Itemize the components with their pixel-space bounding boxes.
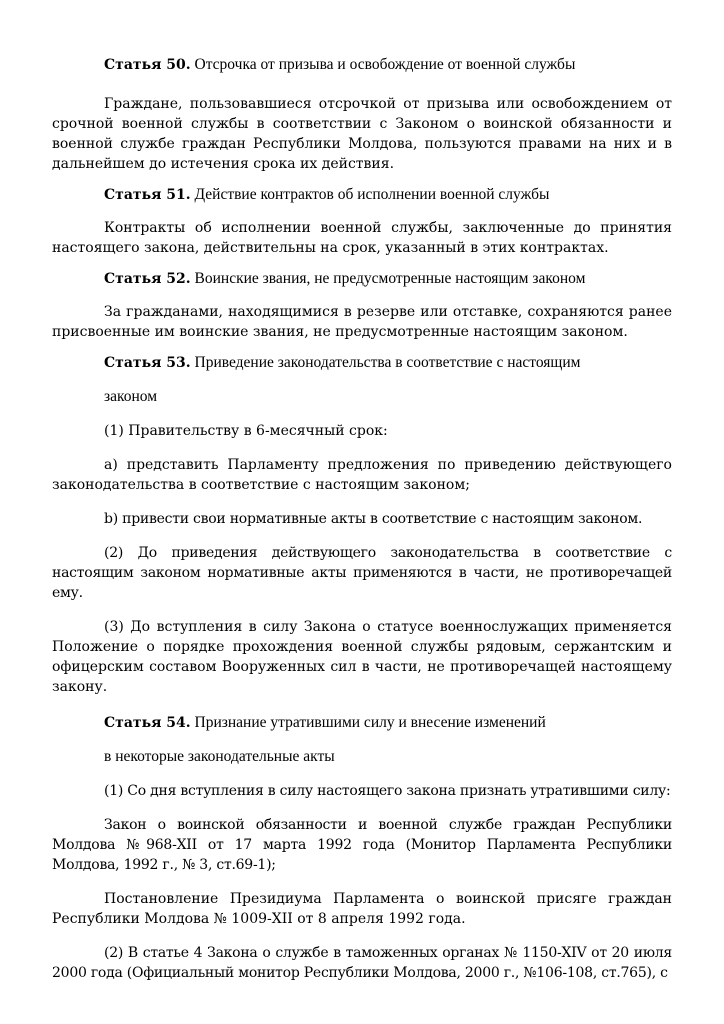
article-53-item-b: b) привести свои нормативные акты в соответствие с настоящим законом. (104, 511, 643, 527)
article-52-text: За гражданами, находящимися в резерве или отставке, сохраняются ранее присвоенные им воинские звания, не предусмотренные настоящим законом. (52, 304, 672, 340)
article-54-heading (52, 713, 672, 733)
article-52-title: Воинские звания, не предусмотренные настоящим законом (194, 270, 586, 287)
article-53-heading (52, 353, 672, 373)
article-50-title: Отсрочка от призыва и освобождение от военной службы (194, 56, 576, 73)
article-51-label: Статья 51. (104, 187, 191, 203)
article-52-heading (52, 269, 672, 289)
document-page (52, 55, 672, 983)
article-53-title: Приведение законодательства в соответствие с настоящим (194, 354, 581, 371)
article-51-title: Действие контрактов об исполнении военной службы (194, 186, 550, 203)
article-54-label: Статья 54. (104, 715, 191, 731)
article-51-text: Контракты об исполнении военной службы, заключенные до принятия настоящего закона, действительны на срок, указанный в этих контрактах. (52, 220, 672, 256)
article-54-title: Признание утратившими силу и внесение изменений (194, 714, 546, 731)
article-54-title-continuation: в некоторые законодательные акты (104, 748, 335, 765)
article-54-repealed-law-1: Закон о воинской обязанности и военной службе граждан Республики Молдова №968-XII от 17 марта 1992 года (Монитор Парламента Республики Молдова, 1992 г., № 3, ст.69-1); (52, 817, 672, 873)
article-52-label: Статья 52. (104, 271, 191, 287)
article-53-paragraph-2: (2) До приведения действующего законодательства в соответствие с настоящим законом нормативные акты применяются в части, не противоречащей ему. (52, 545, 672, 601)
article-51-heading (52, 185, 672, 205)
article-53-item-a: a) представить Парламенту предложения по приведению действующего законодательства в соответствие с настоящим законом; (52, 457, 672, 493)
article-54-paragraph-2: (2) В статье 4 Закона о службе в таможенных органах № 1150-XIV от 20 июля 2000 года (Официальный монитор Республики Молдова, 2000 г., №106-108, ст.765), с (52, 945, 672, 981)
article-53-paragraph-3: (3) До вступления в силу Закона о статусе военнослужащих применяется Положение о порядке прохождения военной службы рядовым, сержантским и офицерским составом Вооруженных сил в части, не противоречащей настоящему закону. (52, 619, 672, 695)
article-50-label: Статья 50. (104, 57, 191, 73)
article-53-paragraph-1: (1) Правительству в 6-месячный срок: (104, 423, 388, 439)
article-54-repealed-law-2: Постановление Президиума Парламента о воинской присяге граждан Республики Молдова № 1009-XII от 8 апреля 1992 года. (52, 891, 672, 927)
article-50-heading (52, 55, 672, 75)
article-50-text: Граждане, пользовавшиеся отсрочкой от призыва или освобождением от срочной военной службы в соответствии с Законом о воинской обязанности и военной службе граждан Республики Молдова, пользуются правами на них и в дальнейшем до истечения срока их действия. (52, 96, 672, 172)
article-53-label: Статья 53. (104, 355, 191, 371)
article-54-paragraph-1: (1) Со дня вступления в силу настоящего закона признать утратившими силу: (104, 783, 671, 799)
article-53-title-continuation: законом (104, 388, 158, 405)
